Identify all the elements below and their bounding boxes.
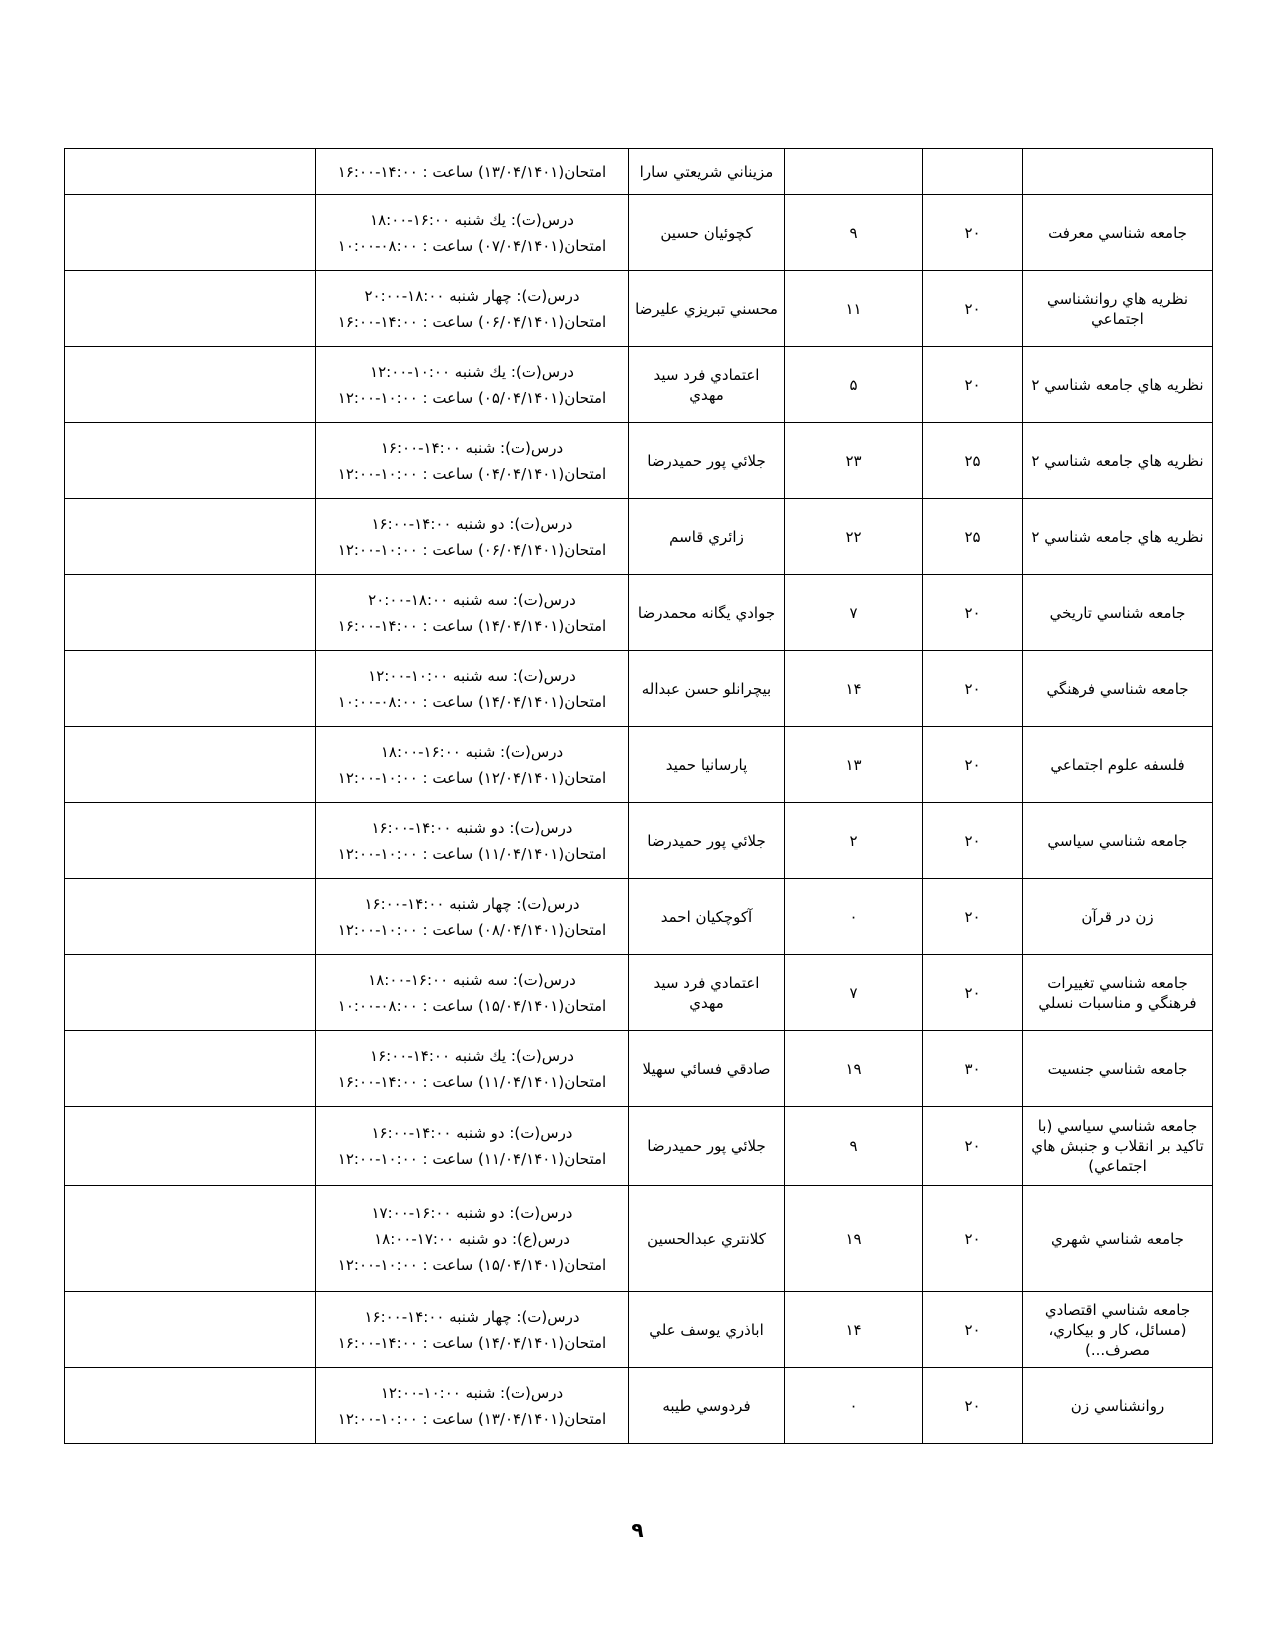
table-row (65, 1186, 1213, 1292)
enrolled-cell: ۱۴ (785, 1292, 923, 1368)
teacher-cell: جلائي پور حميدرضا (629, 423, 785, 499)
schedule-info-cell (316, 1031, 629, 1107)
capacity-cell: ۲۰ (923, 575, 1023, 651)
schedule-info-cell (316, 955, 629, 1031)
notes-cell (65, 423, 316, 499)
schedule-line: درس(ت): شنبه ۱۶:۰۰-۱۸:۰۰ (380, 742, 564, 761)
notes-cell (65, 727, 316, 803)
enrolled-cell: ۹ (785, 195, 923, 271)
course-title-cell: جامعه شناسي فرهنگي (1023, 651, 1213, 727)
enrolled-cell: ۱۳ (785, 727, 923, 803)
notes-cell (65, 499, 316, 575)
capacity-cell: ۲۵ (923, 423, 1023, 499)
schedule-info-cell (316, 1368, 629, 1444)
schedule-line: امتحان(۱۱/۰۴/۱۴۰۱) ساعت : ۱۰:۰۰-۱۲:۰۰ (337, 844, 607, 863)
schedule-line: امتحان(۰۴/۰۴/۱۴۰۱) ساعت : ۱۰:۰۰-۱۲:۰۰ (337, 464, 607, 483)
teacher-cell: جلائي پور حميدرضا (629, 1107, 785, 1186)
schedule-line: درس(ع): دو شنبه ۱۷:۰۰-۱۸:۰۰ (374, 1229, 570, 1248)
enrolled-cell: ۲ (785, 803, 923, 879)
schedule-line: درس(ت): دو شنبه ۱۴:۰۰-۱۶:۰۰ (371, 514, 573, 533)
notes-cell (65, 879, 316, 955)
table-row (65, 423, 1213, 499)
schedule-info-cell (316, 271, 629, 347)
capacity-cell: ۲۰ (923, 1186, 1023, 1292)
notes-cell (65, 1107, 316, 1186)
enrolled-cell: ۹ (785, 1107, 923, 1186)
teacher-cell: فردوسي طيبه (629, 1368, 785, 1444)
schedule-line: امتحان(۱۲/۰۴/۱۴۰۱) ساعت : ۱۰:۰۰-۱۲:۰۰ (337, 768, 607, 787)
teacher-cell: اعتمادي فرد سيد مهدي (629, 347, 785, 423)
capacity-cell: ۲۰ (923, 955, 1023, 1031)
schedule-line: درس(ت): سه شنبه ۱۶:۰۰-۱۸:۰۰ (368, 970, 576, 989)
schedule-line: درس(ت): چهار شنبه ۱۴:۰۰-۱۶:۰۰ (364, 1307, 580, 1326)
schedule-table (64, 148, 1213, 1444)
capacity-cell: ۲۰ (923, 651, 1023, 727)
notes-cell (65, 575, 316, 651)
schedule-info-cell (316, 347, 629, 423)
notes-cell (65, 149, 316, 195)
notes-cell (65, 955, 316, 1031)
schedule-line: درس(ت): چهار شنبه ۱۴:۰۰-۱۶:۰۰ (364, 894, 580, 913)
schedule-line: درس(ت): سه شنبه ۱۸:۰۰-۲۰:۰۰ (368, 590, 576, 609)
table-row (65, 195, 1213, 271)
enrolled-cell: ۱۹ (785, 1031, 923, 1107)
schedule-info-cell (316, 651, 629, 727)
table-row (65, 1031, 1213, 1107)
notes-cell (65, 1031, 316, 1107)
teacher-cell: كچوئيان حسين (629, 195, 785, 271)
schedule-info-cell (316, 149, 629, 195)
notes-cell (65, 803, 316, 879)
table-row (65, 499, 1213, 575)
notes-cell (65, 1292, 316, 1368)
table-row (65, 271, 1213, 347)
schedule-line: امتحان(۰۶/۰۴/۱۴۰۱) ساعت : ۱۴:۰۰-۱۶:۰۰ (337, 312, 607, 331)
schedule-line: امتحان(۱۳/۰۴/۱۴۰۱) ساعت : ۱۴:۰۰-۱۶:۰۰ (337, 162, 607, 181)
enrolled-cell: ۱۹ (785, 1186, 923, 1292)
capacity-cell: ۲۰ (923, 1368, 1023, 1444)
table-row (65, 955, 1213, 1031)
schedule-line: امتحان(۱۱/۰۴/۱۴۰۱) ساعت : ۱۰:۰۰-۱۲:۰۰ (337, 1150, 607, 1168)
schedule-info-cell (316, 879, 629, 955)
enrolled-cell: ۰ (785, 879, 923, 955)
capacity-cell: ۲۰ (923, 195, 1023, 271)
enrolled-cell: ۷ (785, 955, 923, 1031)
course-title-cell: جامعه شناسي تاريخي (1023, 575, 1213, 651)
table-row (65, 879, 1213, 955)
capacity-cell: ۲۰ (923, 727, 1023, 803)
schedule-line: درس(ت): سه شنبه ۱۰:۰۰-۱۲:۰۰ (368, 666, 576, 685)
schedule-line: درس(ت): يك شنبه ۱۶:۰۰-۱۸:۰۰ (370, 210, 574, 229)
schedule-line: درس(ت): شنبه ۱۰:۰۰-۱۲:۰۰ (380, 1383, 564, 1402)
course-title-cell: نظريه هاي جامعه شناسي ۲ (1023, 499, 1213, 575)
schedule-line: درس(ت): يك شنبه ۱۰:۰۰-۱۲:۰۰ (370, 362, 574, 381)
schedule-line: درس(ت): شنبه ۱۴:۰۰-۱۶:۰۰ (380, 438, 564, 457)
schedule-line: امتحان(۱۵/۰۴/۱۴۰۱) ساعت : ۰۸:۰۰-۱۰:۰۰ (337, 996, 607, 1015)
teacher-cell: كلانتري عبدالحسين (629, 1186, 785, 1292)
enrolled-cell: ۲۳ (785, 423, 923, 499)
capacity-cell: ۲۰ (923, 879, 1023, 955)
teacher-cell: بيچرانلو حسن عبداله (629, 651, 785, 727)
schedule-info-cell (316, 575, 629, 651)
schedule-line: درس(ت): دو شنبه ۱۴:۰۰-۱۶:۰۰ (371, 818, 573, 837)
course-title-cell: نظريه هاي روانشناسي اجتماعي (1023, 271, 1213, 347)
teacher-cell: آكوچكيان احمد (629, 879, 785, 955)
schedule-line: امتحان(۰۵/۰۴/۱۴۰۱) ساعت : ۱۰:۰۰-۱۲:۰۰ (337, 388, 607, 407)
capacity-cell: ۲۰ (923, 1107, 1023, 1186)
course-title-cell (1023, 149, 1213, 195)
schedule-line: امتحان(۱۳/۰۴/۱۴۰۱) ساعت : ۱۰:۰۰-۱۲:۰۰ (337, 1409, 607, 1428)
table-row (65, 1368, 1213, 1444)
notes-cell (65, 271, 316, 347)
table-row (65, 347, 1213, 423)
schedule-line: امتحان(۱۴/۰۴/۱۴۰۱) ساعت : ۰۸:۰۰-۱۰:۰۰ (337, 692, 607, 711)
course-title-cell: نظريه هاي جامعه شناسي ۲ (1023, 423, 1213, 499)
notes-cell (65, 651, 316, 727)
schedule-info-cell (316, 1107, 629, 1186)
schedule-info-cell (316, 423, 629, 499)
enrolled-cell: ۱۱ (785, 271, 923, 347)
table-row (65, 803, 1213, 879)
teacher-cell: زائري قاسم (629, 499, 785, 575)
schedule-line: امتحان(۱۴/۰۴/۱۴۰۱) ساعت : ۱۴:۰۰-۱۶:۰۰ (337, 1333, 607, 1352)
capacity-cell: ۲۰ (923, 271, 1023, 347)
teacher-cell: صادقي فسائي سهيلا (629, 1031, 785, 1107)
schedule-info-cell (316, 803, 629, 879)
table-row (65, 727, 1213, 803)
capacity-cell: ۲۰ (923, 347, 1023, 423)
schedule-line: امتحان(۰۸/۰۴/۱۴۰۱) ساعت : ۱۰:۰۰-۱۲:۰۰ (337, 920, 607, 939)
teacher-cell: پارسانيا حميد (629, 727, 785, 803)
teacher-cell: محسني تبريزي عليرضا (629, 271, 785, 347)
schedule-line: درس(ت): دو شنبه ۱۶:۰۰-۱۷:۰۰ (371, 1203, 573, 1222)
teacher-cell: اباذري يوسف علي (629, 1292, 785, 1368)
table-row (65, 1292, 1213, 1368)
course-title-cell: جامعه شناسي معرفت (1023, 195, 1213, 271)
course-title-cell: نظريه هاي جامعه شناسي ۲ (1023, 347, 1213, 423)
course-title-cell: فلسفه علوم اجتماعي (1023, 727, 1213, 803)
teacher-cell: جوادي يگانه محمدرضا (629, 575, 785, 651)
course-title-cell: جامعه شناسي تغييرات فرهنگي و مناسبات نسلي (1023, 955, 1213, 1031)
capacity-cell: ۲۵ (923, 499, 1023, 575)
schedule-line: درس(ت): يك شنبه ۱۴:۰۰-۱۶:۰۰ (370, 1046, 574, 1065)
schedule-info-cell (316, 1186, 629, 1292)
schedule-line: درس(ت): دو شنبه ۱۴:۰۰-۱۶:۰۰ (371, 1124, 573, 1142)
table-row (65, 1107, 1213, 1186)
capacity-cell: ۲۰ (923, 1292, 1023, 1368)
course-title-cell: زن در قرآن (1023, 879, 1213, 955)
enrolled-cell (785, 149, 923, 195)
course-title-cell: روانشناسي زن (1023, 1368, 1213, 1444)
capacity-cell: ۳۰ (923, 1031, 1023, 1107)
capacity-cell: ۲۰ (923, 803, 1023, 879)
page-number: ۹ (631, 1518, 644, 1542)
course-title-cell: جامعه شناسي شهري (1023, 1186, 1213, 1292)
enrolled-cell: ۱۴ (785, 651, 923, 727)
table-row (65, 651, 1213, 727)
course-title-cell: جامعه شناسي اقتصادي (مسائل، كار و بيكاري، مصرف...) (1023, 1292, 1213, 1368)
schedule-line: امتحان(۱۱/۰۴/۱۴۰۱) ساعت : ۱۴:۰۰-۱۶:۰۰ (337, 1072, 607, 1091)
table-row (65, 149, 1213, 195)
capacity-cell (923, 149, 1023, 195)
schedule-info-cell (316, 727, 629, 803)
course-title-cell: جامعه شناسي جنسيت (1023, 1031, 1213, 1107)
schedule-info-cell (316, 1292, 629, 1368)
schedule-info-cell (316, 195, 629, 271)
course-title-cell: جامعه شناسي سياسي (با تاكيد بر انقلاب و جنبش هاي اجتماعي) (1023, 1107, 1213, 1186)
table-row (65, 575, 1213, 651)
teacher-cell: جلائي پور حميدرضا (629, 803, 785, 879)
course-title-cell: جامعه شناسي سياسي (1023, 803, 1213, 879)
schedule-line: درس(ت): چهار شنبه ۱۸:۰۰-۲۰:۰۰ (364, 286, 580, 305)
teacher-cell: اعتمادي فرد سيد مهدي (629, 955, 785, 1031)
schedule-line: امتحان(۰۶/۰۴/۱۴۰۱) ساعت : ۱۰:۰۰-۱۲:۰۰ (337, 540, 607, 559)
enrolled-cell: ۵ (785, 347, 923, 423)
notes-cell (65, 1186, 316, 1292)
teacher-cell: مزيناني شريعتي سارا (629, 149, 785, 195)
notes-cell (65, 195, 316, 271)
schedule-line: امتحان(۱۵/۰۴/۱۴۰۱) ساعت : ۱۰:۰۰-۱۲:۰۰ (337, 1255, 607, 1274)
schedule-info-cell (316, 499, 629, 575)
schedule-line: امتحان(۱۴/۰۴/۱۴۰۱) ساعت : ۱۴:۰۰-۱۶:۰۰ (337, 616, 607, 635)
enrolled-cell: ۰ (785, 1368, 923, 1444)
notes-cell (65, 1368, 316, 1444)
notes-cell (65, 347, 316, 423)
schedule-line: امتحان(۰۷/۰۴/۱۴۰۱) ساعت : ۰۸:۰۰-۱۰:۰۰ (337, 236, 607, 255)
enrolled-cell: ۲۲ (785, 499, 923, 575)
enrolled-cell: ۷ (785, 575, 923, 651)
